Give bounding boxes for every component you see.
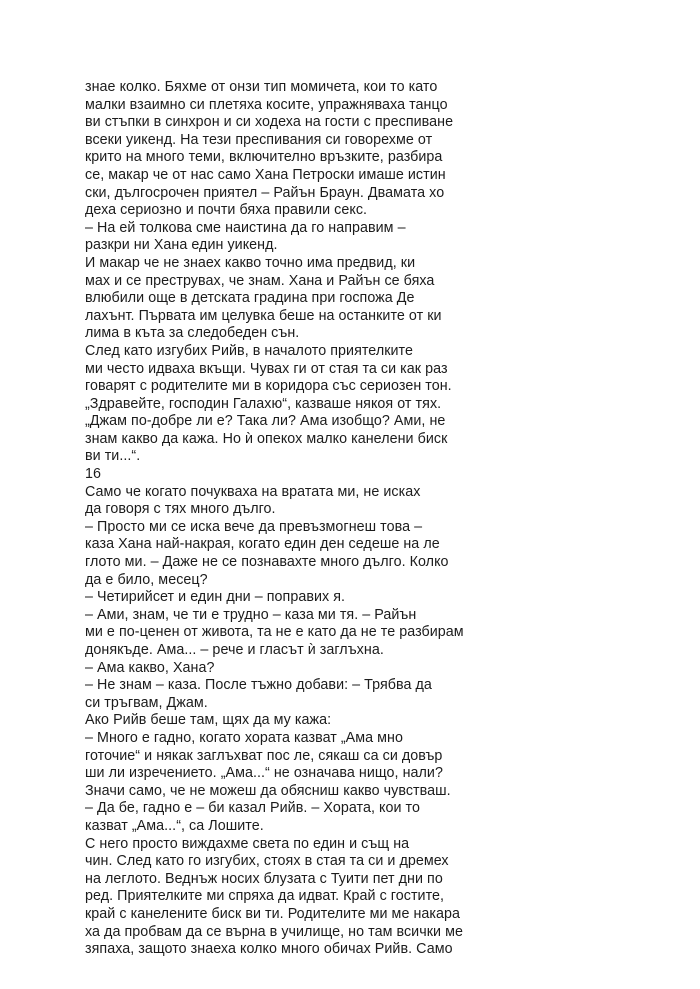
text-line: край с канелените биск ви ти. Родителите ми ме накара [85, 905, 461, 922]
text-line: на леглото. Веднъж носих блузата с Туити пет дни по [85, 870, 443, 887]
text-line: ред. Приятелките ми спряха да идват. Край с гостите, [85, 888, 445, 905]
text-line: да е било, месец? [85, 571, 208, 588]
text-line: знам какво да кажа. Но ѝ опекох малко канелени биск [85, 430, 448, 447]
text-line: донякъде. Ама... – рече и гласът ѝ заглъхна. [85, 642, 384, 658]
text-line: знае колко. Бяхме от онзи тип момичета, кои то като [85, 79, 438, 95]
text-line: Ако Рийв беше там, щях да му кажа: [85, 712, 332, 729]
text-line: всеки уикенд. На тези преспивания си говорехме от [85, 131, 433, 148]
text-line: готочие“ и някак заглъхват пос ле, сякаш са си довър [85, 747, 443, 764]
text-line: – Много е гадно, когато хората казват „Ама мно [85, 729, 403, 746]
text-line: деха сериозно и почти бяха правили секс. [85, 202, 368, 219]
text-line: И макар че не знаех какво точно има предвид, ки [85, 254, 416, 271]
text-line: се, макар че от нас само Хана Петроски имаше истин [85, 166, 446, 183]
text-line: да говоря с тях много дълго. [85, 501, 276, 518]
text-line: малки взаимно си плетяха косите, упражняваха танцо [85, 96, 448, 113]
text-line: „Джам по-добре ли е? Така ли? Ама изобщо? Ами, не [85, 413, 446, 430]
text-line: влюбили още в детската градина при госпожа Де [85, 290, 415, 307]
text-line: ми е по-ценен от живота, та не е като да не те разбирам [85, 624, 464, 641]
text-line: 16 [85, 466, 102, 483]
text-line: разкри ни Хана един уикенд. [85, 237, 278, 254]
text-line: – Да бе, гадно е – би казал Рийв. – Хората, кои то [85, 800, 420, 817]
text-line: зяпаха, защото знаеха колко много обичах Рийв. Само [85, 941, 453, 958]
text-line: ви ти...“. [85, 448, 141, 465]
text-line: С него просто виждахме света по един и същ на [85, 835, 410, 852]
body-text [85, 79, 625, 959]
text-line: ски, дългосрочен приятел – Райън Браун. Двамата хо [85, 184, 445, 201]
text-line: глото ми. – Даже не се познавахте много дълго. Колко [85, 554, 449, 571]
text-line: – Четирийсет и един дни – поправих я. [85, 589, 346, 606]
text-line: – Не знам – каза. После тъжно добави: – Трябва да [85, 677, 432, 694]
text-line: мах и се преструвах, че знам. Хана и Райън се бяха [85, 272, 435, 289]
text-line: – Ами, знам, че ти е трудно – каза ми тя. – Райън [85, 606, 417, 623]
text-line: ши ли изречението. „Ама...“ не означава нищо, нали? [85, 765, 443, 782]
text-line: крито на много теми, включително връзките, разбира [85, 149, 443, 166]
text-line: си тръгвам, Джам. [85, 694, 208, 711]
text-line: говарят с родителите ми в коридора със сериозен тон. [85, 378, 452, 395]
text-line: казват „Ама...“, са Лошите. [85, 817, 264, 834]
text-line: Само че когато почукваха на вратата ми, не исках [85, 483, 421, 500]
text-line: ви стъпки в синхрон и си ходеха на гости с преспиване [85, 114, 454, 131]
text-line: ха да пробвам да се върна в училище, но там всички ме [85, 923, 463, 940]
text-line: чин. След като го изгубих, стоях в стая та си и дремех [85, 853, 449, 870]
text-line: „Здравейте, господин Галахю“, казваше някоя от тях. [85, 395, 442, 412]
text-line: – Ама какво, Хана? [85, 659, 215, 676]
text-line: – Просто ми се иска вече да превъзмогнеш това – [85, 518, 423, 535]
text-line: лахънт. Първата им целувка беше на останките от ки [85, 307, 442, 324]
text-line: каза Хана най-накрая, когато един ден седеше на ле [85, 536, 440, 553]
text-line: Значи само, че не можеш да обясниш какво чувстваш. [85, 782, 451, 799]
text-line: ми често идваха вкъщи. Чувах ги от стая та си как раз [85, 360, 448, 377]
text-line: – На ей толкова сме наистина да го направим – [85, 219, 406, 236]
text-line: След като изгубих Рийв, в началото приятелките [85, 342, 413, 359]
text-line: лима в къта за следобеден сън. [85, 325, 300, 342]
